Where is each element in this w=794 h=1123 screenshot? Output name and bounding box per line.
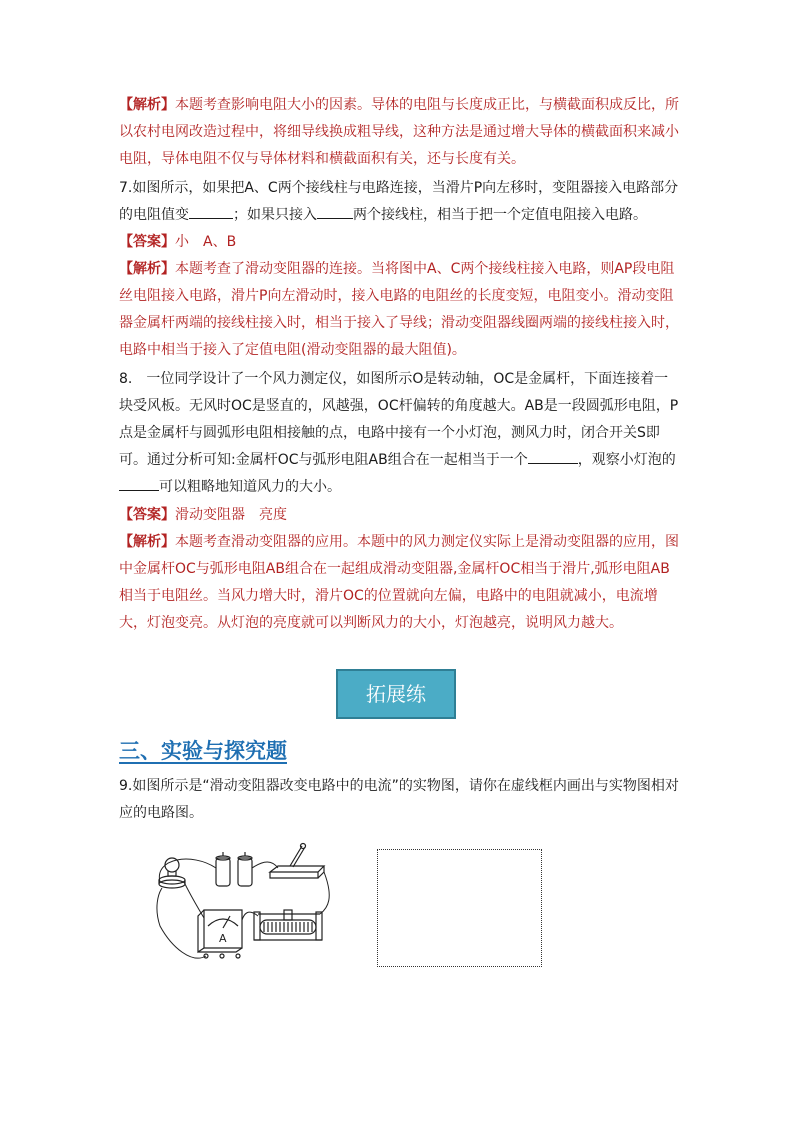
question-7-text-a: 7.如图所示，如果把A、C两个接线柱与电路连接，当滑片P向左移时，变阻器接入电路部分的电阻值变 [119,180,679,223]
question-8-text-b: ，观察小灯泡的 [577,452,676,468]
battery-icon [216,852,252,886]
question-9 [119,773,679,827]
apparatus-figure [152,838,332,973]
answer-text: 滑动变阻器 亮度 [175,507,287,523]
question-7-text-b: ；如果只接入 [233,207,317,223]
question-8 [119,366,679,501]
answer-tag: 【答案】 [119,507,175,523]
switch-icon [270,844,324,879]
section-title: 三、实验与探究题 [119,739,287,763]
bulb-icon [159,858,185,888]
answer-tag: 【答案】 [119,234,175,250]
analysis-text: 本题考查了滑动变阻器的连接。当将图中A、C两个接线柱接入电路，则AP段电阻丝电阻接入电路，滑片P向左滑动时，接入电路的电阻丝的长度变短，电阻变小。滑动变阻器金属杆两端的接线柱接入时，相当于接入了导线；滑动变阻器线圈两端的接线柱接入时，电路中相当于接入了定值电阻(滑动变阻器的最大阻值)。 [119,261,679,358]
question-8-analysis [119,529,679,637]
question-7-analysis [119,256,679,364]
question-8-blank-1[interactable] [528,447,578,464]
ammeter-label: A [219,932,227,945]
question-8-blank-2[interactable] [119,474,159,491]
analysis-tag: 【解析】 [119,97,175,113]
question-8-text-c: 可以粗略地知道风力的大小。 [159,479,341,495]
question-9-text: 9.如图所示是“滑动变阻器改变电路中的电流”的实物图，请你在虚线框内画出与实物图相对应的电路图。 [119,778,679,821]
wires [157,859,329,958]
question-7 [119,175,679,229]
analysis-tag: 【解析】 [119,261,175,277]
analysis-tag: 【解析】 [119,534,175,550]
question-7-blank-1[interactable] [189,202,233,219]
question-7-blank-2[interactable] [317,202,353,219]
answer-text: 小 A、B [175,234,237,250]
ammeter-icon [198,910,242,958]
circuit-drawing-box[interactable] [377,849,542,967]
rheostat-icon [254,910,322,940]
question-7-answer [119,229,679,256]
analysis-text: 本题考查影响电阻大小的因素。导体的电阻与长度成正比，与横截面积成反比，所以农村电网改造过程中，将细导线换成粗导线，这种方法是通过增大导体的横截面积来减小电阻，导体电阻不仅与导体材料和横截面积有关，还与长度有关。 [119,97,679,167]
question-7-text-c: 两个接线柱，相当于把一个定值电阻接入电路。 [353,207,647,223]
analysis-paragraph-1 [119,92,679,173]
analysis-text: 本题考查滑动变阻器的应用。本题中的风力测定仪实际上是滑动变阻器的应用，图中金属杆OC与弧形电阻AB组合在一起组成滑动变阻器,金属杆OC相当于滑片,弧形电阻AB相当于电阻丝。当风力增大时，滑片OC的位置就向左偏，电路中的电阻就减小，电流增大，灯泡变亮。从灯泡的亮度就可以判断风力的大小，灯泡越亮，说明风力越大。 [119,534,679,631]
extension-practice-banner: 拓展练 [336,669,456,719]
question-8-answer [119,502,679,529]
question-8-text-a: 8. 一位同学设计了一个风力测定仪，如图所示O是转动轴，OC是金属杆，下面连接着一块受风板。无风时OC是竖直的，风越强，OC杆偏转的角度越大。AB是一段圆弧形电阻，P点是金属杆与圆弧形电阻相接触的点，电路中接有一个小灯泡，测风力时，闭合开关S即可。通过分析可知:金属杆OC与弧形电阻AB组合在一起相当于一个 [119,371,679,468]
